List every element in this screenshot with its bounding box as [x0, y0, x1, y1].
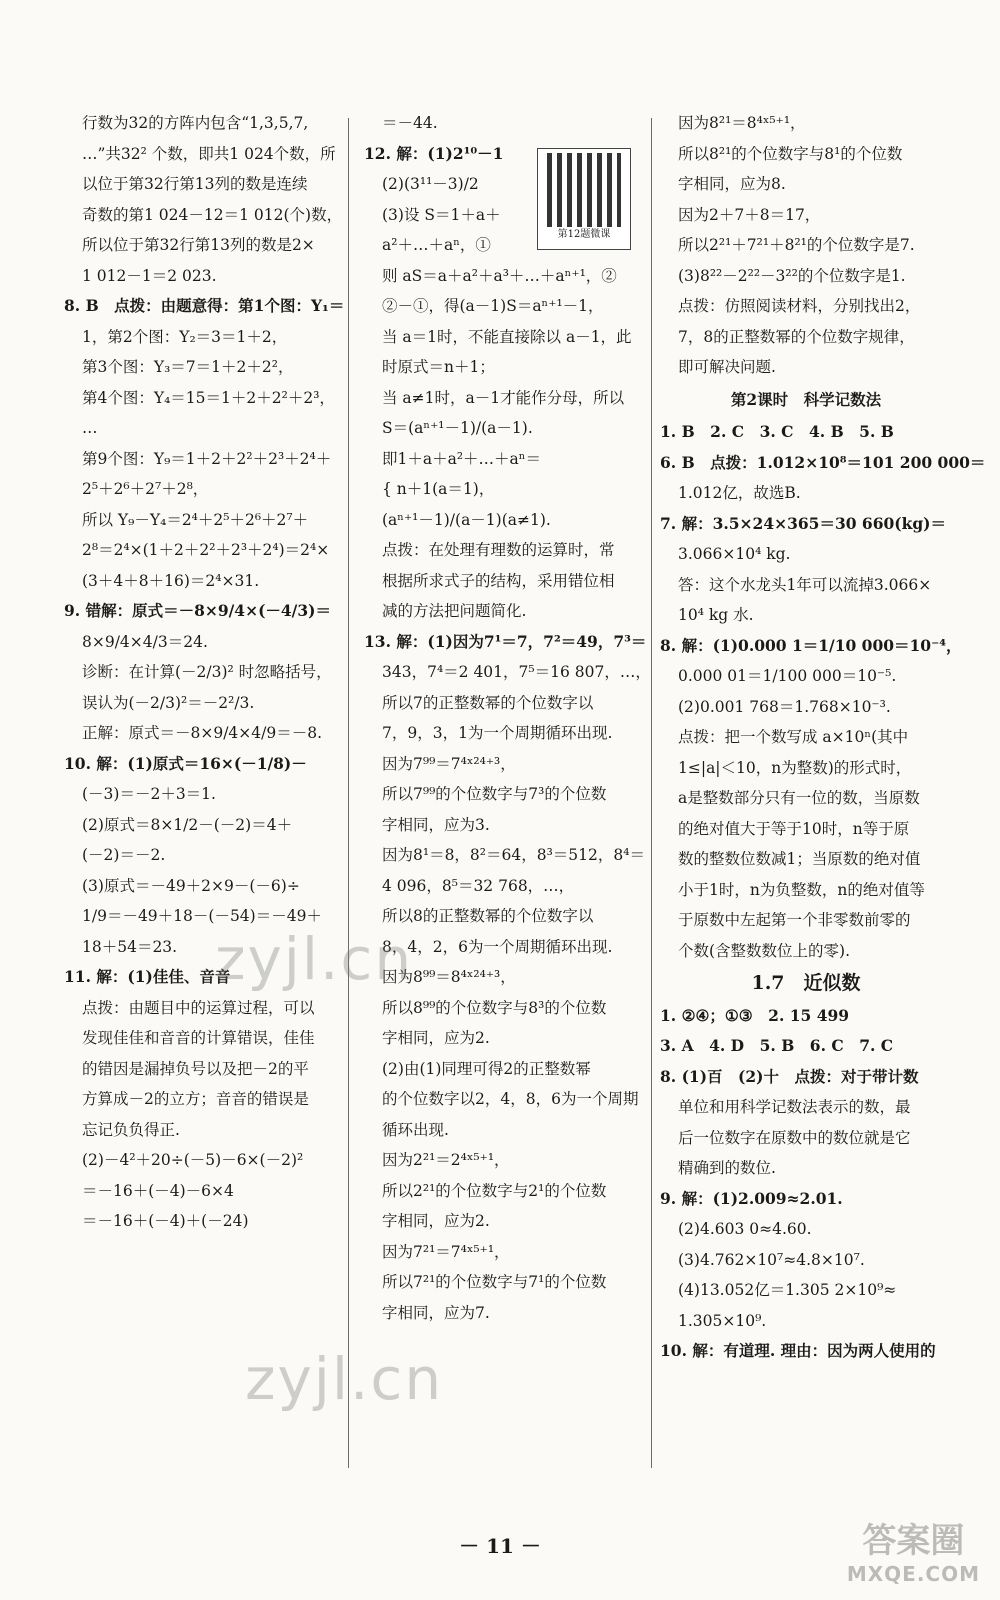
text-line: 后一位数字在原数中的数位就是它 [678, 1128, 911, 1147]
column-divider [348, 118, 349, 1468]
text-line: 所以位于第32行第13列的数是2× [82, 236, 315, 254]
text-line: 12. 解：(1)2¹⁰－1 [364, 143, 504, 163]
text-line: 所以8⁹⁹的个位数字与8³的个位数 [382, 998, 607, 1017]
text-line: 因为7⁹⁹＝7⁴ˣ²⁴⁺³， [382, 754, 516, 773]
text-line: 2⁵＋2⁶＋2⁷＋2⁸， [82, 480, 209, 498]
text-line: 第9个图：Y₉＝1＋2＋2²＋2³＋2⁴＋ [82, 449, 332, 468]
page-number: － 11 － [459, 1534, 541, 1558]
text-line: 3.066×10⁴ kg. [678, 545, 791, 563]
text-line: 发现佳佳和音音的计算错误，佳佳 [82, 1029, 315, 1047]
text-line: 精确到的数位. [678, 1159, 776, 1177]
text-line: 忘记负负得正. [82, 1120, 180, 1139]
text-line: 343，7⁴＝2 401，7⁵＝16 807，…， [382, 663, 651, 681]
text-line: (3)8²²－2²²－3²²的个位数字是1. [678, 266, 906, 285]
text-line: … [82, 419, 98, 437]
watermark: zyjl.cn [245, 1345, 444, 1413]
text-line: 因为8²¹＝8⁴ˣ⁵⁺¹， [678, 114, 806, 132]
text-line: (2)0.001 768＝1.768×10⁻³. [678, 697, 891, 716]
text-line: 行数为32的方阵内包含“1,3,5,7, [82, 114, 309, 132]
text-line: 4 096，8⁵＝32 768，…， [382, 876, 575, 895]
text-line: 因为7²¹＝7⁴ˣ⁵⁺¹， [382, 1242, 510, 1261]
text-line: 8，4，2，6为一个周期循环出现. [382, 937, 613, 956]
text-line: (2)－4²＋20÷(－5)－6×(－2)² [82, 1151, 304, 1169]
text-line: 字相同，应为7. [382, 1303, 490, 1322]
text-line: 点拨：仿照阅读材料，分别找出2， [678, 297, 921, 315]
text-line: 8. (1)百 (2)十 点拨：对于带计数 [660, 1066, 919, 1086]
text-line: 8. 解：(1)0.000 1＝1/10 000＝10⁻⁴， [660, 635, 962, 655]
text-line: 因为2＋7＋8＝17， [678, 205, 821, 224]
text-line: (aⁿ⁺¹－1)/(a－1)(a≠1). [382, 510, 551, 529]
text-line: S＝(aⁿ⁺¹－1)/(a－1). [382, 419, 533, 437]
text-line: 所以 Y₉－Y₄＝2⁴＋2⁵＋2⁶＋2⁷＋ [82, 510, 309, 529]
text-line: 所以2²¹的个位数字与2¹的个位数 [382, 1181, 607, 1200]
text-line: 个数(含整数数位上的零). [678, 941, 851, 960]
text-line: ＝－16＋(－4)＋(－24) [82, 1212, 249, 1230]
text-line: 第4个图：Y₄＝15＝1＋2＋2²＋2³， [82, 388, 335, 407]
text-line: (－3)＝－2＋3＝1. [82, 785, 216, 803]
text-line: 1.305×10⁹. [678, 1311, 767, 1330]
text-line: 1≤|a|＜10，n为整数)的形式时， [678, 758, 912, 777]
text-line: a是整数部分只有一位的数，当原数 [678, 789, 920, 807]
corner-logo-text: 答案圈 [862, 1521, 965, 1561]
text-line: 1/9＝－49＋18－(－54)＝－49＋ [82, 907, 322, 925]
text-line: 所以7²¹的个位数字与7¹的个位数 [382, 1273, 607, 1291]
text-line: 奇数的第1 024－12＝1 012(个)数， [82, 205, 343, 224]
text-line: 字相同，应为8. [678, 175, 786, 193]
text-line: 9. 解：(1)2.009≈2.01. [660, 1188, 843, 1208]
text-line: 所以2²¹＋7²¹＋8²¹的个位数字是7. [678, 236, 915, 254]
text-line: ＝－16＋(－4)－6×4 [82, 1181, 234, 1200]
text-line: 第3个图：Y₃＝7＝1＋2＋2²， [82, 358, 294, 376]
text-line: ②－①，得(a－1)S＝aⁿ⁺¹－1， [382, 297, 604, 315]
text-line: (3)原式＝－49＋2×9－(－6)÷ [82, 876, 300, 895]
text-line: 0.000 01＝1/100 000＝10⁻⁵. [678, 667, 897, 685]
text-line: 7，9，3，1为一个周期循环出现. [382, 724, 613, 742]
text-line: 的绝对值大于等于10时，n等于原 [678, 819, 910, 838]
text-line: 所以8的正整数幂的个位数字以 [382, 907, 594, 925]
text-line: 当 a≠1时，a－1才能作分母，所以 [382, 388, 625, 407]
text-line: 6. B 点拨：1.012×10⁸＝101 200 000＝ [660, 452, 986, 472]
text-line: 1 012－1＝2 023. [82, 266, 217, 285]
text-line: 数的整数位数减1；当原数的绝对值 [678, 850, 921, 868]
text-line: 所以8²¹的个位数字与8¹的个位数 [678, 144, 903, 163]
column-divider [651, 118, 652, 1468]
watermark: zyjl.cn [215, 925, 414, 993]
text-line: 答：这个水龙头1年可以流掉3.066× [678, 575, 932, 594]
text-line: 所以7⁹⁹的个位数字与7³的个位数 [382, 785, 607, 803]
text-line: (2)4.603 0≈4.60. [678, 1220, 812, 1238]
text-line: 点拨：在处理有理数的运算时，常 [382, 541, 615, 559]
middle-column [364, 108, 651, 1328]
qr-code[interactable] [537, 148, 631, 250]
text-line: { n＋1(a＝1)， [382, 480, 495, 498]
text-line: 1. ②④；①③ 2. 15 499 [660, 1005, 850, 1025]
text-line: 正解：原式＝－8×9/4×4/9＝－8. [82, 724, 323, 742]
text-line: 11. 解：(1)佳佳、音音 [64, 967, 231, 986]
text-line: 2⁸＝2⁴×(1＋2＋2²＋2³＋2⁴)＝2⁴× [82, 541, 330, 559]
text-line: (2)原式＝8×1/2－(－2)＝4＋ [82, 815, 293, 834]
text-line: 所以7的正整数幂的个位数字以 [382, 693, 594, 712]
text-line: 误认为(－2/3)²＝－2²/3. [82, 693, 255, 712]
text-line: 点拨：把一个数写成 a×10ⁿ(其中 [678, 728, 909, 746]
qr-label: 第12题微课 [557, 229, 611, 240]
section-heading: 1.7 近似数 [751, 972, 861, 994]
text-line: 循环出现. [382, 1120, 449, 1139]
text-line: 1. B 2. C 3. C 4. B 5. B [660, 422, 894, 441]
right-column [660, 108, 986, 1367]
text-line: (3＋4＋8＋16)＝2⁴×31. [82, 571, 260, 590]
text-line: 于原数中左起第一个非零数前零的 [678, 911, 911, 929]
text-line: (－2)＝－2. [82, 846, 166, 864]
section-heading: 第2课时 科学记数法 [730, 389, 882, 409]
text-line: 的个位数字以2，4，8，6为一个周期 [382, 1090, 639, 1108]
text-line: 即可解决问题. [678, 358, 776, 376]
text-line: 字相同，应为3. [382, 815, 490, 834]
corner-logo [847, 1513, 980, 1586]
text-line: 减的方法把问题简化. [382, 602, 527, 620]
text-line: 10. 解：有道理. 理由：因为两人使用的 [660, 1341, 936, 1360]
text-line: 18＋54＝23. [82, 937, 178, 956]
text-line: 因为2²¹＝2⁴ˣ⁵⁺¹， [382, 1151, 510, 1169]
text-line: (3)设 S＝1＋a＋ [382, 205, 501, 224]
text-line: 因为8⁹⁹＝8⁴ˣ²⁴⁺³， [382, 968, 516, 986]
text-line: 字相同，应为2. [382, 1212, 490, 1230]
text-line: 点拨：由题目中的运算过程，可以 [82, 998, 315, 1017]
text-line: 以位于第32行第13列的数是连续 [82, 175, 308, 193]
text-line: 8×9/4×4/3＝24. [82, 632, 208, 651]
text-line: 诊断：在计算(－2/3)² 时忽略括号， [82, 663, 332, 681]
text-line: 10⁴ kg 水. [678, 606, 754, 624]
text-line: 单位和用科学记数法表示的数，最 [678, 1098, 911, 1116]
text-line: 时原式＝n＋1； [382, 358, 495, 376]
text-line: 即1＋a＋a²＋…＋aⁿ＝ [382, 449, 542, 468]
text-line: (2)由(1)同理可得2的正整数幂 [382, 1059, 591, 1078]
text-line: 的错因是漏掉负号以及把－2的平 [82, 1059, 309, 1078]
text-line: 3. A 4. D 5. B 6. C 7. C [660, 1036, 894, 1055]
text-line: (2)(3¹¹－3)/2 [382, 175, 479, 193]
text-line: (4)13.052亿＝1.305 2×10⁹≈ [678, 1281, 897, 1299]
text-line: 1，第2个图：Y₂＝3＝1＋2， [82, 327, 288, 346]
text-line: 13. 解：(1)因为7¹＝7，7²＝49，7³＝ [364, 631, 647, 651]
text-line: 9. 错解：原式＝－8×9/4×(－4/3)＝ [64, 601, 331, 620]
text-line: 10. 解：(1)原式＝16×(－1/8)－ [64, 753, 307, 773]
corner-logo-url: MXQE.COM [846, 1562, 980, 1586]
text-line: 7，8的正整数幂的个位数字规律， [678, 327, 915, 346]
text-line: 方算成－2的立方；音音的错误是 [82, 1090, 309, 1108]
text-line: 1.012亿，故选B. [678, 484, 801, 502]
text-line: …”共32² 个数，即共1 024个数，所 [82, 144, 336, 163]
text-line: 8. B 点拨：由题意得：第1个图：Y₁＝ [64, 296, 345, 315]
text-line: ＝－44. [382, 114, 438, 132]
text-line: 则 aS＝a＋a²＋a³＋…＋aⁿ⁺¹，② [382, 266, 617, 285]
text-line: 根据所求式子的结构，采用错位相 [382, 571, 615, 590]
text-line: 字相同，应为2. [382, 1029, 490, 1047]
left-column [64, 108, 345, 1237]
text-line: 当 a＝1时，不能直接除以 a－1，此 [382, 327, 632, 346]
text-line: a²＋…＋aⁿ，① [382, 236, 491, 254]
text-line: (3)4.762×10⁷≈4.8×10⁷. [678, 1250, 865, 1269]
text-line: 因为8¹＝8，8²＝64，8³＝512，8⁴＝ [382, 846, 645, 864]
text-line: 7. 解：3.5×24×365＝30 660(kg)＝ [660, 513, 947, 533]
text-line: 小于1时，n为负整数，n的绝对值等 [678, 880, 925, 899]
qr-code-icon [547, 153, 621, 227]
